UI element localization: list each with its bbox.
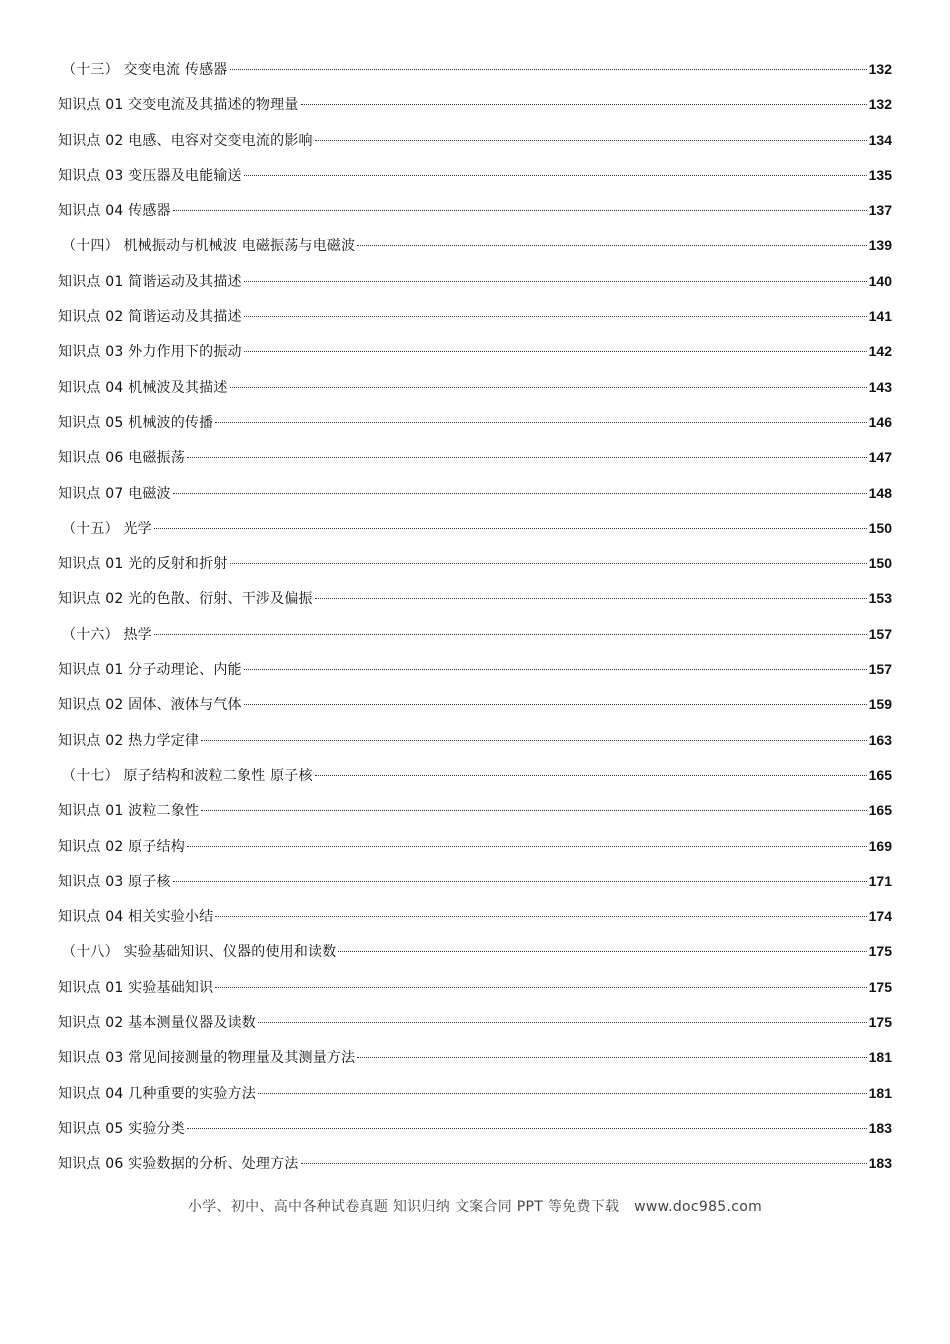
toc-entry-page-number: 163	[868, 731, 892, 748]
toc-dot-leader	[244, 704, 867, 705]
toc-entry-page-number: 146	[868, 413, 892, 430]
toc-dot-leader	[301, 104, 867, 105]
toc-item-entry[interactable]	[58, 546, 892, 581]
toc-dot-leader	[258, 1093, 867, 1094]
toc-dot-leader	[215, 422, 866, 423]
toc-dot-leader	[173, 210, 867, 211]
toc-entry-page-number: 171	[868, 872, 892, 889]
toc-entry-title: 知识点 06 电磁振荡	[58, 450, 185, 467]
toc-entry-title: 知识点 02 固体、液体与气体	[58, 697, 242, 714]
toc-item-entry[interactable]	[58, 87, 892, 122]
toc-entry-page-number: 174	[868, 908, 892, 925]
toc-entry-title: 知识点 02 原子结构	[58, 838, 185, 855]
toc-dot-leader	[187, 457, 867, 458]
toc-item-entry[interactable]	[58, 1111, 892, 1146]
toc-entry-title: 知识点 05 实验分类	[58, 1120, 185, 1137]
toc-entry-page-number: 135	[868, 166, 892, 183]
toc-chapter-entry[interactable]	[58, 617, 892, 652]
toc-dot-leader	[244, 351, 867, 352]
toc-chapter-entry[interactable]	[58, 511, 892, 546]
toc-item-entry[interactable]	[58, 1146, 892, 1181]
toc-entry-title: 知识点 03 原子核	[58, 873, 171, 890]
toc-dot-leader	[230, 387, 867, 388]
toc-entry-title: 知识点 01 分子动理论、内能	[58, 662, 242, 679]
toc-dot-leader	[187, 1128, 867, 1129]
toc-entry-page-number: 142	[868, 343, 892, 360]
toc-entry-page-number: 159	[868, 696, 892, 713]
toc-entry-page-number: 139	[868, 237, 892, 254]
toc-chapter-entry[interactable]	[58, 934, 892, 969]
toc-item-entry[interactable]	[58, 1005, 892, 1040]
toc-entry-page-number: 181	[868, 1084, 892, 1101]
table-of-contents	[58, 52, 892, 1182]
toc-entry-title: 知识点 01 简谐运动及其描述	[58, 273, 242, 290]
toc-dot-leader	[154, 634, 867, 635]
toc-item-entry[interactable]	[58, 334, 892, 369]
toc-item-entry[interactable]	[58, 264, 892, 299]
toc-dot-leader	[230, 563, 867, 564]
toc-entry-page-number: 148	[868, 484, 892, 501]
toc-entry-title: 知识点 07 电磁波	[58, 485, 171, 502]
toc-dot-leader	[244, 175, 867, 176]
toc-item-entry[interactable]	[58, 723, 892, 758]
footer-url[interactable]: www.doc985.com	[634, 1199, 763, 1215]
toc-dot-leader	[215, 987, 866, 988]
toc-entry-title: 知识点 04 传感器	[58, 203, 171, 220]
toc-item-entry[interactable]	[58, 793, 892, 828]
toc-item-entry[interactable]	[58, 158, 892, 193]
toc-entry-title: 知识点 03 常见间接测量的物理量及其测量方法	[58, 1050, 356, 1067]
toc-entry-page-number: 150	[868, 519, 892, 536]
toc-item-entry[interactable]	[58, 687, 892, 722]
toc-item-entry[interactable]	[58, 299, 892, 334]
toc-entry-page-number: 165	[868, 766, 892, 783]
toc-entry-page-number: 153	[868, 590, 892, 607]
toc-entry-title: （十八） 实验基础知识、仪器的使用和读数	[62, 944, 337, 961]
toc-item-entry[interactable]	[58, 440, 892, 475]
toc-item-entry[interactable]	[58, 829, 892, 864]
toc-item-entry[interactable]	[58, 370, 892, 405]
toc-dot-leader	[215, 916, 866, 917]
toc-entry-page-number: 140	[868, 272, 892, 289]
footer-text: 小学、初中、高中各种试卷真题 知识归纳 文案合同 PPT 等免费下载	[187, 1199, 620, 1215]
toc-dot-leader	[338, 951, 866, 952]
toc-entry-title: （十五） 光学	[62, 520, 152, 537]
toc-entry-page-number: 147	[868, 449, 892, 466]
toc-entry-title: （十四） 机械振动与机械波 电磁振荡与电磁波	[62, 238, 356, 255]
toc-dot-leader	[315, 140, 867, 141]
toc-dot-leader	[173, 881, 867, 882]
toc-entry-page-number: 183	[868, 1155, 892, 1172]
toc-item-entry[interactable]	[58, 1076, 892, 1111]
toc-entry-page-number: 175	[868, 943, 892, 960]
toc-dot-leader	[244, 669, 867, 670]
toc-dot-leader	[230, 69, 867, 70]
toc-entry-title: 知识点 05 机械波的传播	[58, 414, 214, 431]
toc-entry-title: 知识点 02 光的色散、衍射、干涉及偏振	[58, 591, 313, 608]
toc-entry-page-number: 181	[868, 1049, 892, 1066]
toc-entry-title: 知识点 01 波粒二象性	[58, 803, 200, 820]
toc-dot-leader	[315, 598, 867, 599]
toc-entry-page-number: 132	[868, 96, 892, 113]
toc-item-entry[interactable]	[58, 405, 892, 440]
toc-entry-page-number: 157	[868, 625, 892, 642]
toc-dot-leader	[187, 846, 867, 847]
toc-entry-title: 知识点 01 光的反射和折射	[58, 556, 228, 573]
toc-entry-title: 知识点 04 相关实验小结	[58, 909, 214, 926]
toc-entry-title: 知识点 04 几种重要的实验方法	[58, 1085, 256, 1102]
toc-entry-title: 知识点 02 电感、电容对交变电流的影响	[58, 132, 313, 149]
toc-entry-title: 知识点 06 实验数据的分析、处理方法	[58, 1156, 299, 1173]
toc-entry-title: 知识点 01 交变电流及其描述的物理量	[58, 97, 299, 114]
toc-entry-page-number: 175	[868, 978, 892, 995]
toc-dot-leader	[154, 528, 867, 529]
toc-chapter-entry[interactable]	[58, 228, 892, 263]
toc-item-entry[interactable]	[58, 193, 892, 228]
toc-entry-title: （十六） 热学	[62, 626, 152, 643]
toc-entry-title: 知识点 02 简谐运动及其描述	[58, 309, 242, 326]
toc-entry-title: （十七） 原子结构和波粒二象性 原子核	[62, 767, 313, 784]
toc-entry-page-number: 183	[868, 1119, 892, 1136]
toc-chapter-entry[interactable]	[58, 758, 892, 793]
toc-entry-title: 知识点 03 变压器及电能输送	[58, 167, 242, 184]
toc-dot-leader	[301, 1163, 867, 1164]
toc-dot-leader	[244, 281, 867, 282]
toc-item-entry[interactable]	[58, 123, 892, 158]
toc-entry-title: 知识点 03 外力作用下的振动	[58, 344, 242, 361]
toc-entry-title: 知识点 01 实验基础知识	[58, 979, 214, 996]
toc-dot-leader	[258, 1022, 867, 1023]
toc-entry-page-number: 141	[868, 308, 892, 325]
toc-item-entry[interactable]	[58, 1040, 892, 1075]
toc-dot-leader	[201, 740, 867, 741]
toc-entry-page-number: 157	[868, 661, 892, 678]
toc-dot-leader	[173, 493, 867, 494]
toc-item-entry[interactable]	[58, 581, 892, 616]
toc-dot-leader	[315, 775, 867, 776]
toc-entry-page-number: 150	[868, 555, 892, 572]
toc-entry-page-number: 165	[868, 802, 892, 819]
toc-entry-page-number: 175	[868, 1014, 892, 1031]
toc-entry-page-number: 134	[868, 131, 892, 148]
toc-entry-title: 知识点 02 基本测量仪器及读数	[58, 1015, 256, 1032]
toc-item-entry[interactable]	[58, 864, 892, 899]
toc-item-entry[interactable]	[58, 652, 892, 687]
toc-item-entry[interactable]	[58, 476, 892, 511]
toc-entry-title: 知识点 02 热力学定律	[58, 732, 200, 749]
toc-dot-leader	[357, 245, 866, 246]
page-footer	[0, 1196, 950, 1216]
toc-entry-title: 知识点 04 机械波及其描述	[58, 379, 228, 396]
toc-entry-page-number: 137	[868, 202, 892, 219]
toc-dot-leader	[244, 316, 867, 317]
toc-item-entry[interactable]	[58, 970, 892, 1005]
toc-entry-page-number: 132	[868, 61, 892, 77]
toc-chapter-entry[interactable]	[58, 52, 892, 87]
toc-entry-page-number: 143	[868, 378, 892, 395]
toc-dot-leader	[201, 810, 867, 811]
toc-entry-page-number: 169	[868, 837, 892, 854]
toc-dot-leader	[357, 1057, 866, 1058]
toc-entry-title: （十三） 交变电流 传感器	[62, 62, 228, 78]
toc-item-entry[interactable]	[58, 899, 892, 934]
